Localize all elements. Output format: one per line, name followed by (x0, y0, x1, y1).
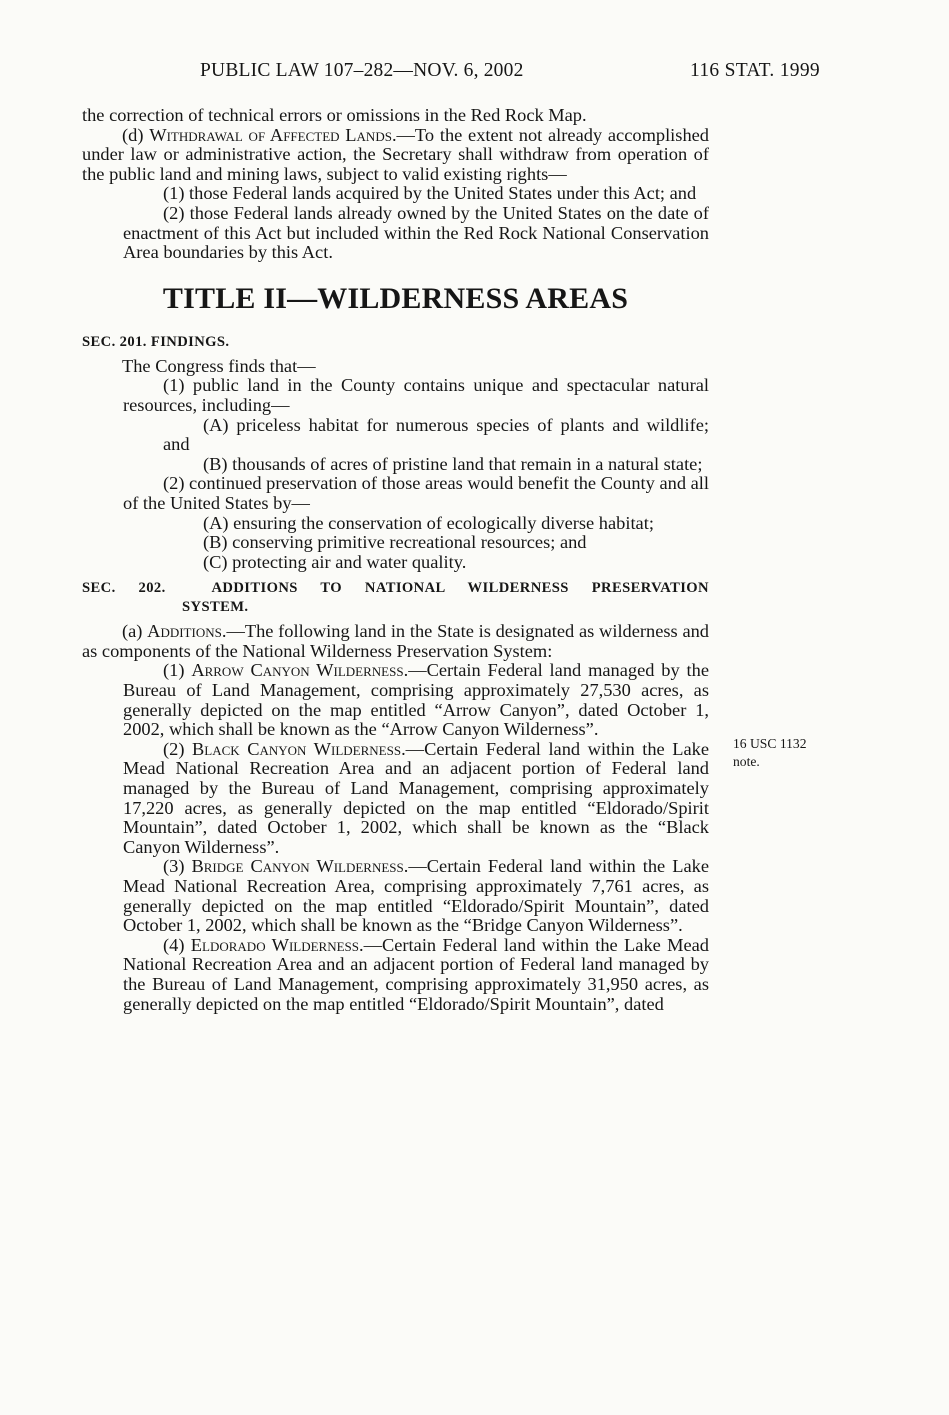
subsection-heading: Withdrawal of Affected Lands (149, 124, 392, 145)
paragraph: the correction of technical errors or omissions in the Red Rock Map. (82, 105, 587, 125)
margin-note: 16 USC 1132 note. (733, 736, 807, 769)
paragraph-item: (1) Arrow Canyon Wilderness.—Certain Federal land managed by the Bureau of Land Management, comprising approximately 27,530 acres, as generally depicted on the map entitled “Arrow Canyon”, dated October 1, 2002, which shall be known as the “Arrow Canyon Wilderness”. (123, 660, 709, 740)
page-number: 116 STAT. 1999 (690, 60, 820, 81)
subparagraph-item: (A) ensuring the conservation of ecologically diverse habitat; (203, 512, 654, 533)
subsection-a: (a) Additions.—The following land in the State is designated as wilderness and as components of the National Wilderness Preservation System: (82, 621, 709, 661)
page-header (0, 60, 949, 86)
subparagraph-item: (B) conserving primitive recreational resources; and (203, 532, 587, 553)
subparagraph-item: (B) thousands of acres of pristine land that remain in a natural state; (203, 453, 703, 474)
subsection-d: (d) Withdrawal of Affected Lands.—To the extent not already accomplished under law or administrative action, the Secretary shall withdraw from operation of the public land and mining laws, subject to valid existing rights— (82, 124, 709, 184)
paragraph-item: (2) those Federal lands already owned by the United States on the date of enactment of this Act but included within the Red Rock National Conservation Area boundaries by this Act. (123, 202, 709, 263)
section-heading: SEC. 201. FINDINGS. (82, 333, 230, 350)
paragraph-item: (3) Bridge Canyon Wilderness.—Certain Federal land within the Lake Mead National Recreation Area, comprising approximately 7,761 acres, as generally depicted on the map entitled “Eldorado/Spirit Mountain”, dated October 1, 2002, which shall be known as the “Bridge Canyon Wilderness”. (123, 856, 709, 936)
paragraph: The Congress finds that— (122, 355, 316, 376)
section-heading: SEC. 202. ADDITIONS TO NATIONAL WILDERNESS PRESERVATION SYSTEM. (82, 580, 709, 616)
title-heading: TITLE II—WILDERNESS AREAS (162, 281, 629, 315)
document-body (82, 106, 709, 1014)
subparagraph-item: (C) protecting air and water quality. (203, 551, 467, 572)
paragraph-item: (2) continued preservation of those areas would benefit the County and all of the United States by— (123, 473, 709, 513)
subparagraph-item: (A) priceless habitat for numerous species of plants and wildlife; and (163, 414, 709, 455)
running-title: PUBLIC LAW 107–282—NOV. 6, 2002 (200, 60, 524, 81)
paragraph-item: (1) those Federal lands acquired by the United States under this Act; and (163, 183, 697, 204)
paragraph-item: (2) Black Canyon Wilderness.—Certain Federal land within the Lake Mead National Recreation Area and an adjacent portion of Federal land managed by the Bureau of Land Management, comprising approximately 17,220 acres, as generally depicted on the map entitled “Eldorado/Spirit Mountain”, dated October 1, 2002, which shall be known as the “Black Canyon Wilderness”. (123, 738, 709, 857)
paragraph-item: (4) Eldorado Wilderness.—Certain Federal land within the Lake Mead National Recreation Area and an adjacent portion of Federal land managed by the Bureau of Land Management, comprising approximately 31,950 acres, as generally depicted on the map entitled “Eldorado/Spirit Mountain”, dated (123, 934, 710, 1014)
paragraph-item: (1) public land in the County contains unique and spectacular natural resources, including— (123, 375, 709, 415)
